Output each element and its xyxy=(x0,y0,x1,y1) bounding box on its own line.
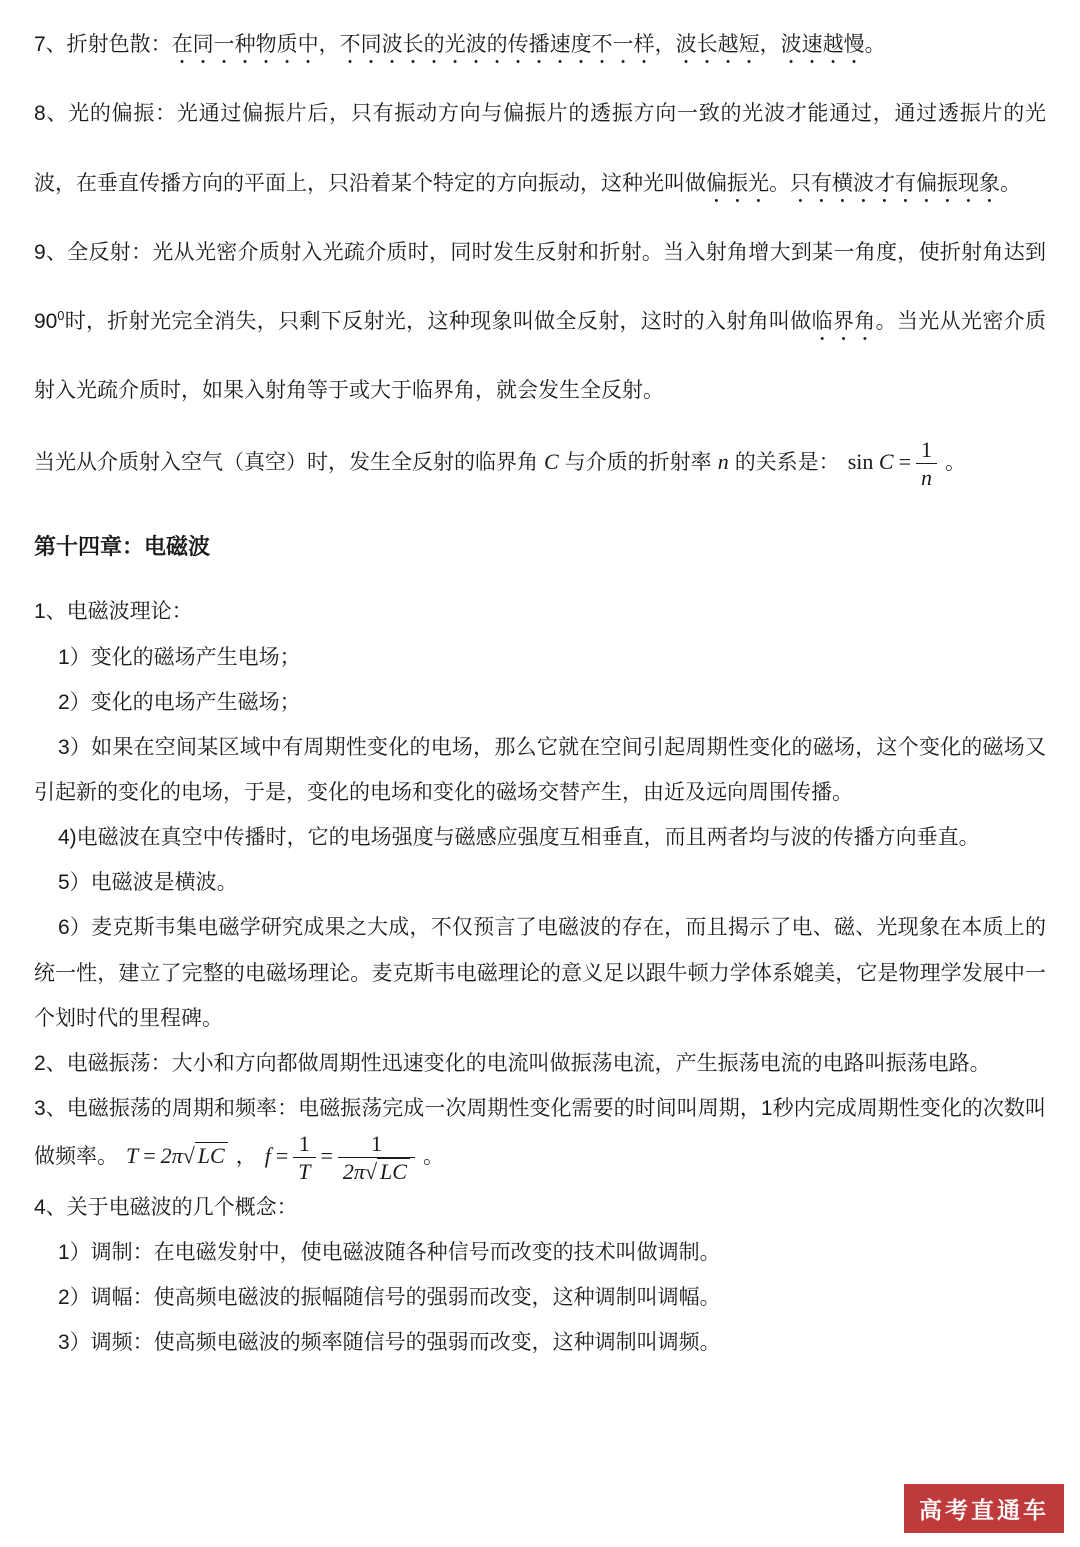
emphasized-text: 临界角 xyxy=(811,310,876,334)
math-variable-T: T xyxy=(126,1142,139,1168)
text-segment: 3、电磁振荡的周期和频率：电磁振荡完成一次周期性变化需要的时间叫周期，1秒内完成周期性变化的次数叫做频率。 xyxy=(34,1096,1046,1168)
equals-sign: = xyxy=(898,448,911,474)
math-variable-C: C xyxy=(544,448,559,474)
fraction xyxy=(916,437,937,491)
text-segment: ， xyxy=(235,1144,257,1168)
text-segment: 当光从介质射入空气（真空）时，发生全反射的临界角 xyxy=(34,450,538,474)
item-1-em-wave-theory: 1、电磁波理论： xyxy=(34,600,193,624)
fraction-denominator xyxy=(338,1158,415,1184)
fraction-numerator: 1 xyxy=(916,437,937,464)
fraction xyxy=(338,1131,415,1185)
text-segment: 与介质的折射率 xyxy=(564,450,712,474)
text-segment: 时，折射光完全消失，只剩下反射光，这种现象叫做全反射，这时的入射角叫做 xyxy=(64,310,812,334)
formula-period-T xyxy=(126,1143,228,1168)
item-4-2-amplitude-modulation: 2）调幅：使高频电磁波的振幅随信号的强弱而改变，这种调制叫调幅。 xyxy=(58,1285,721,1309)
text-segment: 。 xyxy=(422,1144,444,1168)
text-segment: 7、折射色散： xyxy=(34,33,172,56)
text-segment: 8、光的偏振：光通过偏振片后，只有振动方向与偏振片的透振方向一致的光波才能通过，通过透振片的光波，在垂直传播方向的平面上，只沿着某个特定的方向振动，这种光叫做 xyxy=(34,102,1046,195)
radicand-LC: LC xyxy=(377,1158,410,1184)
item-1-6: 6）麦克斯韦集电磁学研究成果之大成，不仅预言了电磁波的存在，而且揭示了电、磁、光现象在本质上的统一性，建立了完整的电磁场理论。麦克斯韦电磁理论的意义足以跟牛顿力学体系媲美，它是物理学发展中一个划时代的里程碑。 xyxy=(34,916,1046,1030)
equals-sign: = xyxy=(275,1142,289,1168)
square-root xyxy=(365,1158,410,1184)
text-segment: 。 xyxy=(944,450,966,474)
item-1-3: 3）如果在空间某区域中有周期性变化的电场，那么它就在空间引起周期性变化的磁场，这个变化的磁场又引起新的变化的电场，于是，变化的电场和变化的磁场交替产生，由近及远向周围传播。 xyxy=(34,735,1046,804)
paragraph-critical-angle-formula xyxy=(34,426,1046,499)
math-variable-n: n xyxy=(717,448,729,474)
item-4-1-modulation: 1）调制：在电磁发射中，使电磁波随各种信号而改变的技术叫做调制。 xyxy=(58,1240,721,1264)
equals-sign: = xyxy=(320,1142,333,1168)
item-1-2: 2）变化的电场产生磁场； xyxy=(58,690,301,714)
superscript-zero: 0 xyxy=(57,309,65,324)
math-function-sin: sin xyxy=(847,448,874,474)
text-segment: 。 xyxy=(1000,171,1021,195)
paragraph-9-total-reflection xyxy=(34,218,1046,426)
fraction-denominator: T xyxy=(298,1159,311,1185)
math-coefficient-2pi: 2π xyxy=(160,1142,183,1168)
radical-symbol: √ xyxy=(182,1142,195,1168)
fraction-numerator: 1 xyxy=(293,1131,315,1158)
fraction-numerator: 1 xyxy=(338,1131,415,1158)
emphasized-text: 只有横波才有偏振现象 xyxy=(790,171,1000,195)
text-segment: 9、全反射：光从光密介质射入光疏介质时，同时发生反射和折射。当入射角增大到某一角度，使折射角达到90 xyxy=(34,240,1046,334)
paragraph-8-polarization xyxy=(34,79,1046,218)
item-1-4: 4)电磁波在真空中传播时，它的电场强度与磁感应强度互相垂直，而且两者均与波的传播方向垂直。 xyxy=(58,826,980,850)
text-segment: 。当光从光密介质射入光疏介质时，如果入射角等于或大于临界角，就会发生全反射。 xyxy=(34,310,1047,403)
item-3-period-frequency xyxy=(34,1086,1046,1185)
radicand-LC: LC xyxy=(195,1142,228,1168)
formula-sin-critical-angle xyxy=(847,436,937,491)
watermark-badge: 高考直通车 xyxy=(904,1484,1064,1533)
item-2-em-oscillation: 2、电磁振荡：大小和方向都做周期性迅速变化的电流叫做振荡电流，产生振荡电流的电路叫振荡电路。 xyxy=(34,1051,991,1075)
emphasized-text: 在同一种物质中，不同波长的光波的传播速度不一样，波长越短，波速越慢。 xyxy=(171,33,886,56)
math-variable-f: f xyxy=(264,1142,271,1168)
text-segment: 的关系是： xyxy=(734,450,840,474)
radical-symbol: √ xyxy=(364,1159,378,1185)
equals-sign: = xyxy=(143,1142,156,1168)
item-4-em-wave-concepts: 4、关于电磁波的几个概念： xyxy=(34,1195,298,1219)
fraction xyxy=(293,1131,315,1185)
math-coefficient-2pi: 2π xyxy=(342,1159,365,1185)
square-root xyxy=(183,1142,228,1168)
text-segment: 。 xyxy=(769,171,790,195)
item-1-1: 1）变化的磁场产生电场； xyxy=(58,645,301,669)
emphasized-text: 偏振光 xyxy=(706,171,769,195)
item-4-3-frequency-modulation: 3）调频：使高频电磁波的频率随信号的强弱而改变，这种调制叫调频。 xyxy=(58,1331,721,1355)
fraction-denominator: n xyxy=(920,465,932,491)
math-variable-C: C xyxy=(878,448,894,474)
item-1-5: 5）电磁波是横波。 xyxy=(58,871,238,895)
paragraph-7-refraction-dispersion xyxy=(34,10,1046,79)
chapter-14-heading: 第十四章：电磁波 xyxy=(34,534,211,560)
